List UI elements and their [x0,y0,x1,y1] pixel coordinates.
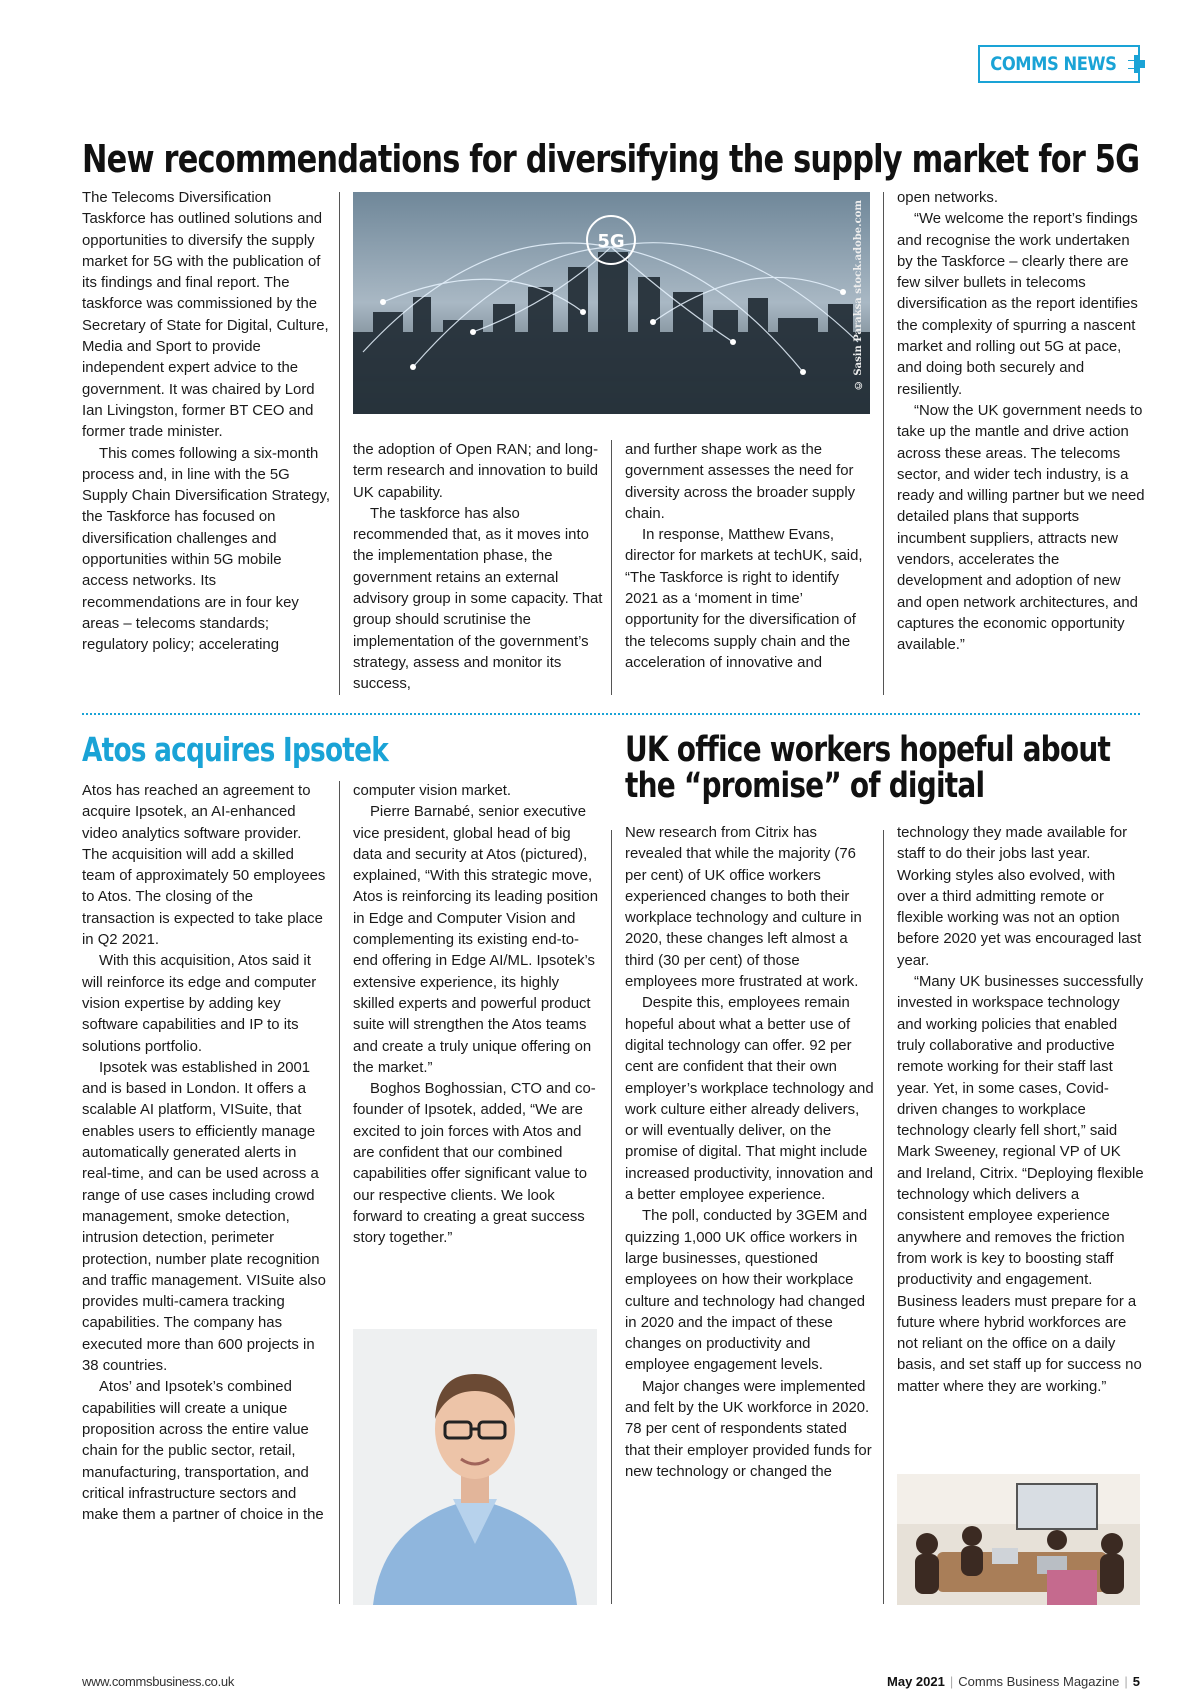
paragraph: “Many UK businesses successfully invested in workspace technology and working policies that enabled truly collaborative and productive remote working for their staff last year. Yet, in some cases, Covid-driven changes to workplace technology clearly fell short,” said Mark Sweeney, regional VP of UK and Ireland, Citrix. “Deploying flexible technology which delivers a consistent employee experience anywhere and removes the friction from work is key to boosting staff productivity and engagement. Business leaders must prepare for a future where hybrid workforces are not reliant on the office on a daily basis, and set staff up for success no matter where they are working.” [897,974,1144,1395]
paragraph: This comes following a six-month process and, in line with the 5G Supply Chain Diversification Strategy, the Taskforce has focused on diversification challenges and opportunities within 5G mobile access networks. Its recommendations are in four key areas – telecoms standards; regulatory policy; accelerating [82,445,331,654]
5g-image-label: 5G [597,231,625,252]
paragraph: Ipsotek was established in 2001 and is based in London. It offers a scalable AI platform, VISuite, that enables users to efficiently manage automatically generated alerts in real-time, and can be used across a range of use cases including crowd management, smoke detection, intrusion detection, perimeter protection, number plate recognition and traffic management. VISuite also provides multi-camera tracking capabilities. The company has executed more than 600 projects in 38 countries. [82,1059,326,1375]
section-badge [978,45,1140,83]
article-atos-column-2 [353,781,603,1250]
article-atos-title: Atos acquires Ipsotek [82,730,388,769]
column-divider [339,781,340,1604]
section-badge-label: COMMS NEWS [989,53,1117,75]
footer-issue-date: May 2021 [887,1674,945,1689]
paragraph: the adoption of Open RAN; and long-term research and innovation to build UK capability. [353,442,599,501]
paragraph: The Telecoms Diversification Taskforce has outlined solutions and opportunities to diversify the supply market for 5G with the publication of its findings and final report. The taskforce was commissioned by the Secretary of State for Digital, Culture, Media and Sport to provide independent expert advice to the government. It was chaired by Lord Ian Livingston, former BT CEO and former trade minister. [82,190,329,441]
paragraph: The taskforce has also recommended that, as it moves into the implementation phase, the government retains an external advisory group in some capacity. That group should scrutinise the implementation of the government’s strategy, assess and monitor its success, [353,505,603,693]
footer-issue-info: May 2021 | Comms Business Magazine | 5 [887,1674,1140,1689]
paragraph: The poll, conducted by 3GEM and quizzing 1,000 UK office workers in large businesses, questioned employees on how their workplace culture and technology had changed in 2020 and the impact of these changes on productivity and employee engagement levels. [625,1208,868,1374]
column-divider [883,830,884,1604]
paragraph: open networks. [897,190,998,206]
paragraph: Pierre Barnabé, senior executive vice president, global head of big data and security at Atos (pictured), explained, “With this strategic move, Atos is reinforcing its leading position in Edge and Computer Vision and complementing its existing end-to-end offering in Edge AI/ML. Ipsotek’s extensive experience, its highly skilled experts and powerful product suite will strengthen the Atos teams and create a truly unique offering on the market.” [353,804,598,1076]
column-divider [883,192,884,695]
paragraph: Atos’ and Ipsotek’s combined capabilities will create a unique proposition across the entire value chain for the public sector, retail, manufacturing, transportation, and critical infrastructure sectors and make them a partner of choice in the [82,1379,324,1524]
paragraph: Despite this, employees remain hopeful about what a better use of digital technology can offer. 92 per cent are confident that their own employer’s workplace technology and work culture either already delivers, or will eventually deliver, on the promise of digital. That might include increased productivity, innovation and a better employee experience. [625,995,874,1204]
paragraph: With this acquisition, Atos said it will reinforce its edge and computer vision expertise by adding key software capabilities and IP to its solutions portfolio. [82,953,317,1055]
section-divider [82,713,1140,715]
5g-city-image [353,192,870,414]
article-citrix-column-1 [625,823,875,1483]
paragraph: “We welcome the report’s findings and recognise the work undertaken by the Taskforce – clearly there are few silver bullets in telecoms diversification as the report identifies the complexity of spurring a nascent market and rolling out 5G at pace, and doing both securely and resiliently. [897,211,1138,398]
article-5g-column-2 [353,440,603,696]
office-illustration [897,1474,1140,1605]
paragraph: In response, Matthew Evans, director for markets at techUK, said, “The Taskforce is right to identify 2021 as a ‘moment in time’ opportunity for the diversification of the telecoms supply chain and the acceleration of innovative and [625,527,863,671]
paragraph: New research from Citrix has revealed that while the majority (76 per cent) of UK office workers experienced changes to both their workplace technology and culture in 2020, these changes left almost a third (30 per cent) of those employees more frustrated at work. [625,825,862,991]
paragraph: and further shape work as the government assesses the need for diversity across the broader supply chain. [625,442,856,522]
article-5g-column-1 [82,188,330,657]
portrait-illustration [353,1329,597,1605]
paragraph: Atos has reached an agreement to acquire Ipsotek, an AI-enhanced video analytics software provider. The acquisition will add a skilled team of approximately 50 employees to Atos. The closing of the transaction is expected to take place in Q2 2021. [82,783,326,949]
office-meeting-photo [897,1474,1140,1605]
5g-network-illustration [353,192,870,414]
portrait-photo [353,1329,597,1605]
article-5g-title: New recommendations for diversifying the supply market for 5G [82,137,1140,181]
footer-page-number: 5 [1132,1674,1140,1689]
image-credit: © Sasin Paraksa stock.adobe.com [853,200,864,391]
article-5g-column-3 [625,440,875,674]
paragraph: Major changes were implemented and felt by the UK workforce in 2020. 78 per cent of respondents stated that their employer provided funds for new technology or changed the [625,1378,872,1480]
paragraph: “Now the UK government needs to take up the mantle and drive action across these areas. The telecoms sector, and wider tech industry, is a ready and willing partner but we need detailed plans that supports incumbent suppliers, attracts new vendors, accelerates the development and adoption of new and open network architectures, and captures the economic opportunity available.” [897,402,1145,654]
column-divider [611,830,612,1604]
paragraph: Boghos Boghossian, CTO and co-founder of Ipsotek, added, “We are excited to join forces with Atos and are confident that our combined capabilities offer significant value to our respective clients. We look forward to creating a great success story together.” [353,1081,596,1247]
article-atos-column-1 [82,781,330,1526]
article-citrix-title: UK office workers hopeful about the “promise” of digital [625,730,1111,807]
paragraph: computer vision market. [353,783,512,799]
newspaper-icon [1134,55,1138,73]
article-5g-column-4 [897,188,1147,657]
footer-magazine-name: Comms Business Magazine [958,1674,1120,1689]
footer-website: www.commsbusiness.co.uk [82,1674,235,1689]
column-divider [339,192,340,695]
paragraph: technology they made available for staff to do their jobs last year. Working styles also evolved, with over a third admitting remote or flexible working was not an option before 2020 yet was encouraged last year. [897,825,1142,969]
article-citrix-column-2 [897,823,1147,1398]
column-divider [611,440,612,695]
